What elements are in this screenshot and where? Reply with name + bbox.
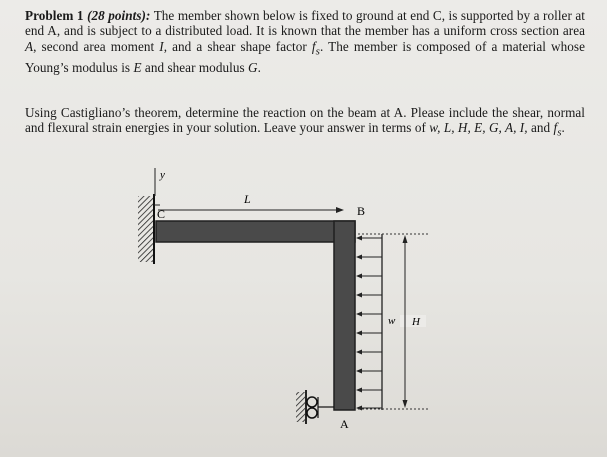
problem-points: (28 points): [87,8,151,23]
statement-text-4: . The member is composed of a material whose Young’s modulus is [25,38,586,75]
statement-text-2: , second area moment [33,38,160,54]
label-w: w [388,315,396,327]
task-fs-sub: s [557,127,562,140]
task-and: and [527,120,554,136]
task-end: . [561,120,565,136]
label-H: H [412,316,420,328]
var-youngs-modulus: E [133,59,142,75]
statement-text-1: The member shown below is fixed to ground at end C, is supported by a roller at end A, and is subject to a distributed load. It is known that the member has a uniform cross section area [25,8,585,39]
load-arrow [356,331,382,336]
task-text: Using Castigliano’s theorem, determine the reaction on the beam at A. Please include the shear, normal and flexural strain energies in your solution. Leave your answer in terms of [25,105,585,136]
label-A: A [340,417,349,431]
load-arrow [356,406,382,411]
label-B: B [357,204,366,218]
dimension-L-arrowhead [336,207,344,213]
load-arrow [356,369,382,374]
load-arrow [356,350,382,355]
statement-text-6: . [257,59,261,75]
load-arrow [356,312,382,317]
load-arrow [356,293,382,298]
statement-text-3: , and a shear shape factor [163,38,312,54]
label-C: C [157,207,166,221]
load-arrows [356,236,382,411]
var-shear-modulus: G [248,59,258,75]
var-area: A [25,38,34,54]
dimension-H-arrow-top [403,235,408,243]
problem-label: Problem 1 [25,8,84,23]
roller-wheel-top [307,397,317,407]
load-arrow [356,274,382,279]
var-shear-factor-sub: s [315,45,320,58]
task-vars: w, L, H, E, G, A, I, [429,120,528,136]
task-fs: f [553,120,558,136]
dimension-H-arrow-bottom [403,400,408,408]
load-arrow [356,236,382,241]
load-arrow [356,255,382,260]
label-L: L [244,192,251,206]
load-arrow [356,388,382,393]
var-shear-factor: f [311,38,316,54]
roller-ground-hatch [296,392,305,422]
statement-text-5: and shear modulus [141,59,248,75]
vertical-member [334,221,355,410]
horizontal-member [156,221,355,242]
roller-wheel-bottom [307,408,317,418]
label-y: y [160,169,165,181]
var-second-moment: I [159,38,164,54]
fixed-wall-hatch [138,196,154,262]
